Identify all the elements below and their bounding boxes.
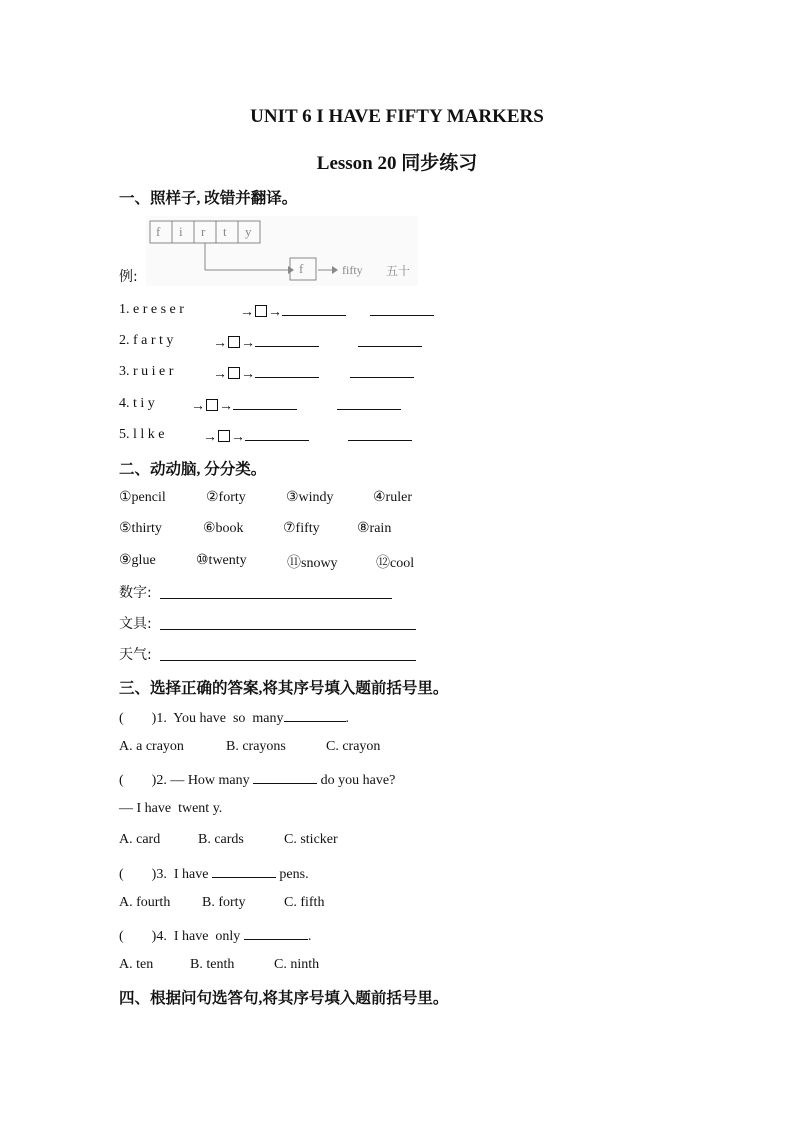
translation-blank[interactable] — [350, 364, 414, 378]
example-corrected-letter: f — [299, 261, 304, 276]
option: C. fifth — [284, 895, 325, 910]
letter-box[interactable] — [228, 336, 240, 348]
question-2-answer: — I have twent y. — [119, 801, 223, 816]
example-figure — [146, 216, 418, 286]
question-text-end: pens. — [279, 867, 309, 882]
scrambled-letters: e r e s e r — [133, 302, 184, 317]
section-2-heading: 二、动动脑, 分分类。 — [119, 461, 267, 478]
section-4-heading: 四、根据问句选答句,将其序号填入题前括号里。 — [119, 990, 449, 1007]
category-weather-label: 天气: — [119, 647, 152, 663]
example-translation: 五十 — [386, 264, 411, 278]
item-number: 5. — [119, 427, 130, 442]
exercise-row — [119, 396, 155, 412]
item-number: 3. — [119, 364, 130, 379]
example-letter-5: y — [245, 224, 252, 239]
word-option: ⑨glue — [119, 553, 156, 568]
exercise-row — [119, 427, 165, 443]
item-number: 1. — [119, 302, 130, 317]
option: B. forty — [202, 895, 246, 910]
question-text: ( )3. I have — [119, 867, 209, 882]
option: A. a crayon — [119, 739, 184, 754]
word-option: ④ruler — [373, 490, 412, 505]
question-1 — [119, 708, 349, 727]
option: B. tenth — [190, 957, 235, 972]
example-label: 例: — [119, 269, 138, 285]
translation-blank[interactable] — [370, 302, 434, 316]
word-option: ⑥book — [203, 521, 244, 536]
worksheet-title: UNIT 6 I HAVE FIFTY MARKERS — [250, 106, 544, 127]
answer-blank[interactable] — [284, 708, 346, 722]
item-number: 4. — [119, 396, 130, 411]
word-blank[interactable] — [255, 364, 319, 378]
word-blank[interactable] — [282, 302, 346, 316]
category-numbers-label: 数字: — [119, 585, 152, 601]
question-4 — [119, 926, 311, 945]
scrambled-letters: t i y — [133, 396, 155, 411]
question-3 — [119, 864, 309, 883]
exercise-row — [119, 364, 173, 380]
item-number: 2. — [119, 333, 130, 348]
option: B. cards — [198, 832, 244, 847]
question-text-end: do you have? — [320, 773, 396, 788]
word-option: ⑫cool — [376, 556, 415, 571]
option: C. ninth — [274, 957, 320, 972]
example-word: fifty — [342, 263, 363, 277]
word-option: ⑧rain — [357, 521, 392, 536]
translation-blank[interactable] — [337, 396, 401, 410]
option: A. ten — [119, 957, 154, 972]
translation-blank[interactable] — [348, 427, 412, 441]
word-option: ⑤thirty — [119, 521, 162, 536]
word-option: ①pencil — [119, 490, 166, 505]
category-stationery-blank[interactable] — [160, 616, 416, 630]
scrambled-letters: f a r t y — [133, 333, 174, 348]
question-2 — [119, 770, 395, 789]
word-blank[interactable] — [233, 396, 297, 410]
example-letter-4: t — [223, 224, 227, 239]
category-weather-blank[interactable] — [160, 647, 416, 661]
word-option: ⑪snowy — [287, 556, 338, 571]
exercise-row — [119, 302, 184, 318]
answer-blank[interactable] — [244, 926, 308, 940]
answer-area: → → — [203, 427, 309, 446]
example-letter-1: f — [156, 224, 161, 239]
option: C. crayon — [326, 739, 381, 754]
answer-area: → → — [213, 333, 319, 352]
translation-blank[interactable] — [358, 333, 422, 347]
answer-area: → → — [213, 364, 319, 383]
option: C. sticker — [284, 832, 338, 847]
word-blank[interactable] — [255, 333, 319, 347]
scrambled-letters: l l k e — [133, 427, 165, 442]
letter-box[interactable] — [228, 367, 240, 379]
letter-box[interactable] — [255, 305, 267, 317]
question-text-end: . — [345, 711, 349, 726]
category-stationery-label: 文具: — [119, 616, 152, 632]
letter-box[interactable] — [218, 430, 230, 442]
answer-blank[interactable] — [212, 864, 276, 878]
question-text: ( )1. You have so many — [119, 711, 284, 726]
section-3-heading: 三、选择正确的答案,将其序号填入题前括号里。 — [119, 680, 449, 697]
question-text-end: . — [307, 929, 312, 944]
word-option: ⑩twenty — [196, 553, 247, 568]
word-option: ②forty — [206, 490, 246, 505]
question-text: ( )2. — How many — [119, 773, 250, 788]
category-numbers-blank[interactable] — [160, 585, 392, 599]
word-blank[interactable] — [245, 427, 309, 441]
section-1-heading: 一、照样子, 改错并翻译。 — [119, 190, 298, 207]
example-letter-3: r — [201, 224, 206, 239]
option: B. crayons — [226, 739, 286, 754]
option: A. fourth — [119, 895, 171, 910]
answer-area: → → — [240, 302, 346, 321]
exercise-row — [119, 333, 173, 349]
example-letter-2: i — [179, 224, 183, 239]
question-text: ( )4. I have only — [119, 929, 241, 944]
answer-blank[interactable] — [253, 770, 317, 784]
word-option: ③windy — [286, 490, 334, 505]
scrambled-letters: r u i e r — [133, 364, 174, 379]
lesson-subtitle: Lesson 20 同步练习 — [316, 153, 478, 174]
option: A. card — [119, 832, 161, 847]
answer-area: → → — [191, 396, 297, 415]
letter-box[interactable] — [206, 399, 218, 411]
word-option: ⑦fifty — [283, 521, 320, 536]
